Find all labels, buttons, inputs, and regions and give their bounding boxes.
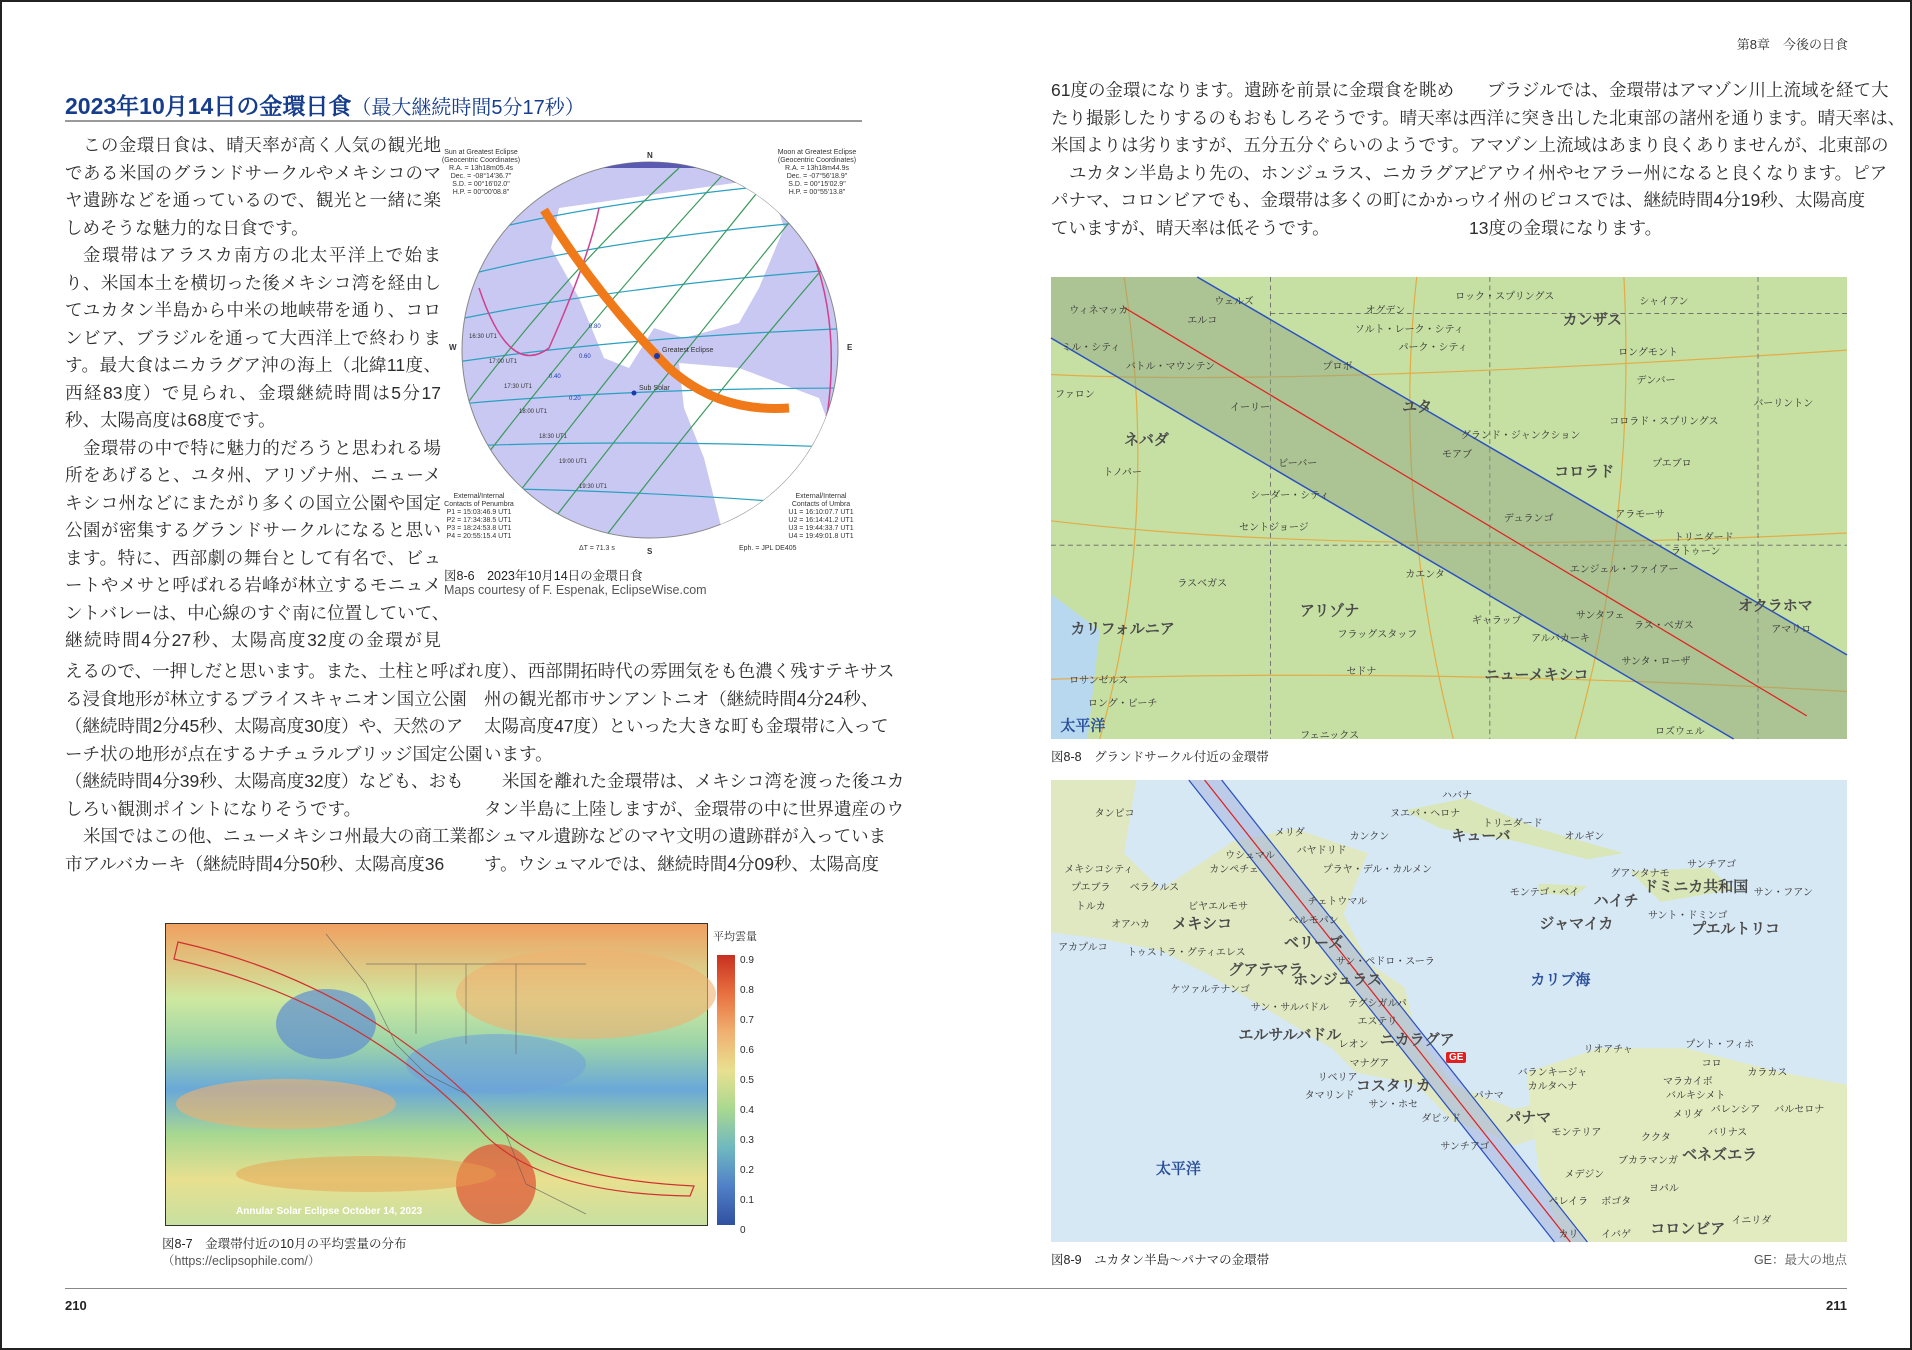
delta-t-label: ΔT = 71.3 s [579,545,615,552]
text-line: 度）、西部開拓時代の雰囲気をも色濃く残すテキサス [484,661,895,681]
region-label: コロンビア [1650,1220,1726,1238]
city-label: カエンタ [1405,569,1445,581]
text-line: しめそうな魅力的な日食です。 [65,217,309,238]
text-line: 金環帯はアラスカ南方の北太平洋上で始ま [83,245,441,265]
city-label: バリナス [1707,1127,1748,1139]
text-line: 金環帯の中で特に魅力的だろうと思われる場 [83,437,441,458]
city-label: リオアチャ [1583,1044,1633,1056]
body-text-left-lower-b [484,658,905,878]
penumbra-info-line: P4 = 20:55:15.4 UT1 [446,533,512,540]
body-text-left-lower-a [65,658,485,878]
city-label: ソルト・レーク・シティ [1354,324,1464,336]
region-label: キューバ [1451,827,1511,845]
city-label: プエブラ [1071,882,1111,894]
colorbar-ticks [740,955,770,1236]
city-label: メキシコシティ [1064,864,1134,876]
text-line: ユカタン半島より先の、ホンジュラス、ニカラグア、 [1069,162,1487,183]
city-label: ウィネマッカ [1069,305,1129,317]
city-label: アルバカーキ [1530,633,1590,645]
text-line: す。ウシュマルでは、継続時間4分09秒、太陽高度 [484,853,879,874]
text-line: 米国を離れた金環帯は、メキシコ湾を渡った後ユカ [502,771,905,791]
city-label: トリニダード [1482,818,1543,830]
penumbra-info-line: Contacts of Penumbra [444,501,514,508]
magnitude-label: 0.40 [549,374,561,380]
sun-info-line: H.P. = 00°00'08.8" [452,189,510,196]
city-label: プエブロ [1652,458,1692,470]
region-label: オクラホマ [1738,597,1813,615]
magnitude-label: 0.60 [579,354,591,360]
city-label: サンタ・ローザ [1621,656,1691,668]
city-label: バランキージャ [1517,1067,1588,1079]
region-label: エルサルバドル [1238,1026,1342,1044]
city-label: グアンタナモ [1610,868,1670,880]
city-label: オアハカ [1111,919,1151,931]
city-label: マナグア [1349,1058,1390,1070]
text-line: 米国ではこの他、ニューメキシコ州最大の商工業都 [83,826,485,846]
city-label: バーリントン [1753,398,1814,410]
greatest-eclipse-label: Greatest Eclipse [662,347,714,354]
city-label: ボゴタ [1601,1196,1632,1208]
colorbar-tick: 0.4 [740,1105,754,1116]
city-label: デンバー [1636,375,1676,387]
umbra-info-line: External/Internal [795,493,847,500]
city-label: メデジン [1564,1169,1605,1181]
colorbar-tick: 0.8 [740,985,754,996]
text-line: たり撮影したりするのもおもしろそうです。晴天率は [1051,107,1470,128]
city-label: ククタ [1641,1132,1671,1144]
city-label: グランド・ジャンクション [1460,430,1581,442]
city-label: サン・ペドロ・スーラ [1335,956,1435,968]
time-label: 17:30 UT1 [504,384,533,390]
penumbra-info-line: External/Internal [453,493,505,500]
city-label: エルコ [1187,315,1218,327]
city-label: コロ [1701,1058,1722,1070]
city-label: トリニダード [1673,532,1734,544]
region-label: ドミニカ共和国 [1643,878,1749,896]
region-label: ベリーズ [1284,934,1344,952]
region-label: パナマ [1506,1109,1552,1127]
text-line: 西経83度）で見られ、金環継続時間は5分17 [65,382,441,403]
text-line: 秒、太陽高度は68度です。 [65,410,276,430]
text-line: しろい観測ポイントになりそうです。 [65,798,362,819]
city-label: ロングモント [1618,347,1678,359]
text-line: り、米国本土を横切った後メキシコ湾を経由し [65,272,441,293]
city-label: サンタフェ [1575,610,1625,622]
text-line: ンビア、ブラジルを通って大西洋上で終わりま [65,327,441,348]
page-number-left: 210 [65,1298,87,1313]
text-line: ートやメサと呼ばれる岩峰が林立するモニュメ [65,575,441,595]
moon-info-line: Dec. = -07°56'18.9" [786,173,848,180]
city-label: カラカス [1747,1067,1788,1079]
text-line: 継続時間4分27秒、太陽高度32度の金環が見 [65,630,441,650]
section-title-sub: （最大継続時間5分17秒） [351,97,585,119]
region-label: メキシコ [1172,915,1233,933]
text-line: す。最大食はニカラグア沖の海上（北緯11度、 [65,355,441,375]
city-label: サンチアゴ [1440,1141,1490,1153]
city-label: ダビッド [1421,1113,1461,1125]
sub-solar-marker [632,391,637,396]
section-title [65,88,862,122]
text-line: ブラジルでは、金環帯はアマゾン川上流域を経て大 [1487,80,1889,100]
text-line: （継続時間4分39秒、太陽高度32度）なども、おも [65,771,464,791]
time-label: 19:00 UT1 [559,459,588,465]
figure-8-8-caption: 図8-8 グランドサークル付近の金環帯 [1051,750,1269,764]
city-label: モンテリア [1551,1127,1602,1139]
sea-label: カリブ海 [1530,971,1591,989]
time-label: 18:00 UT1 [519,409,548,415]
city-label: トゥストラ・グティエレス [1126,947,1246,959]
region-label: ネバダ [1124,431,1169,449]
text-line: パナマ、コロンビアでも、金環帯は多くの町にかかっ [1051,190,1471,210]
city-label: モアブ [1441,449,1472,461]
region-label: アリゾナ [1299,602,1360,620]
city-label: カルタヘナ [1527,1081,1578,1093]
city-label: オグデン [1365,305,1406,317]
region-label: ジャマイカ [1539,915,1614,933]
city-label: アマリロ [1771,624,1812,636]
city-label: ヨパル [1648,1183,1679,1195]
city-label: イーリー [1230,402,1270,414]
colorbar-tick: 0.1 [740,1195,754,1206]
city-label: プント・フィホ [1685,1039,1755,1051]
city-label: バルキシメト [1665,1090,1726,1102]
running-header: 第8章 今後の日食 [1736,37,1848,52]
figure-8-7-cloud-map [165,923,708,1226]
city-label: タンピコ [1094,808,1135,820]
city-label: デュランゴ [1503,513,1554,525]
city-label: ラトゥーン [1670,546,1721,558]
section-title-main: 2023年10月14日の金環日食 [65,93,352,119]
text-line: である米国のグランドサークルやメキシコのマ [65,162,441,183]
figure-8-7-source: （https://eclipsophile.com/） [162,1254,321,1268]
region-label: プエルトリコ [1691,920,1781,938]
text-line: 公園が密集するグランドサークルになると思い [65,520,441,540]
north-label: N [647,151,653,160]
text-line: 太陽高度47度）といった大きな町も金環帯に入って [484,716,889,736]
city-label: レオン [1338,1039,1369,1051]
city-label: ペレイラ [1548,1196,1589,1208]
city-label: イニリダ [1731,1215,1772,1227]
text-line: ウイ州のピコスでは、継続時間4分19秒、太陽高度 [1469,190,1866,210]
city-label: サント・ドミンゴ [1648,910,1728,922]
city-label: エンジェル・ファイアー [1569,564,1679,576]
time-label: 17:00 UT1 [489,359,518,365]
center-line [1124,307,1807,715]
magnitude-label: 0.80 [589,324,601,330]
text-line: ていますが、晴天率は低そうです。 [1051,217,1330,238]
body-text-right-b [1469,77,1906,242]
city-label: セドナ [1346,666,1377,678]
city-label: メリダ [1274,827,1305,839]
city-label: ロズウェル [1655,726,1705,738]
colorbar-tick: 0.3 [740,1135,754,1146]
city-label: カンペチェ [1209,864,1259,876]
figure-8-9-caption: 図8-9 ユカタン半島〜パナマの金環帯 [1051,1253,1270,1267]
umbra-info-line: U3 = 19:44:33.7 UT1 [788,525,854,532]
text-line: ヤ遺跡などを通っているので、観光と一緒に楽 [65,190,441,210]
text-line: シュマル遺跡などのマヤ文明の遺跡群が入っていま [484,826,887,846]
region-label: カンザス [1562,311,1622,329]
region-label: カリフォルニア [1070,620,1175,638]
city-label: ロング・ビーチ [1087,698,1158,710]
umbra-info-line: U4 = 19:49:01.8 UT1 [788,533,854,540]
region-label: ホンジュラス [1293,971,1382,989]
city-label: バトル・マウンテン [1125,361,1216,373]
city-label: ビーバー [1278,458,1318,470]
figure-8-6-caption: 図8-6 2023年10月14日の金環日食 [444,569,643,583]
city-label: エステリ [1357,1016,1398,1028]
moon-info-line: S.D. = 00°15'02.9" [788,181,846,188]
text-line: てユカタン半島から中米の地峡帯を通り、コロ [65,300,441,320]
moon-info-line: R.A. = 13h18m44.9s [784,165,850,172]
colorbar-tick: 0.5 [740,1075,754,1086]
text-line: えるので、一押しだと思います。また、土柱と呼ばれ [65,661,484,681]
city-label: ラス・ベガス [1634,620,1694,631]
text-line: る浸食地形が林立するブライスキャニオン国立公園 [65,688,467,709]
city-label: ロサンゼルス [1069,675,1129,687]
body-text-right-a [1051,77,1487,242]
colorbar [717,955,735,1225]
city-label: ウェルズ [1214,296,1254,308]
text-line: この金環日食は、晴天率が高く人気の観光地 [83,135,441,155]
figure-8-6-globe-map [439,138,861,562]
city-label: ラスベガス [1177,578,1228,590]
city-label: サン・サルバドル [1250,1002,1329,1014]
city-label: プラヤ・デル・カルメン [1322,864,1432,876]
city-label: ハバナ [1441,790,1472,802]
text-line: ーチ状の地形が点在するナチュラルブリッジ国定公園 [65,743,483,764]
sun-info-line: R.A. = 13h18m05.4s [448,165,514,172]
city-label: カンクン [1349,831,1390,843]
city-label: メリダ [1672,1109,1703,1121]
south-label: S [647,547,653,556]
colorbar-tick: 0 [740,1225,746,1236]
city-label: ギャラップ [1471,615,1522,627]
figure-8-7-caption: 図8-7 金環帯付近の10月の平均雲量の分布 [162,1237,407,1251]
sea-label: 太平洋 [1060,717,1106,735]
region-label: ユタ [1402,398,1433,416]
text-line: アマゾン上流域はあまり良くありませんが、北東部の [1469,135,1889,155]
text-line: 所をあげると、ユタ州、アリゾナ州、ニューメ [65,465,441,485]
city-label: フェニックス [1300,730,1360,742]
city-label: オルギン [1564,831,1605,843]
eph-label: Eph. = JPL DE405 [739,545,797,552]
city-label: アカプルコ [1058,942,1108,954]
city-label: パナマ [1473,1090,1504,1102]
city-label: カリ [1558,1229,1579,1241]
city-label: ケツァルテナンゴ [1170,984,1250,996]
time-label: 18:30 UT1 [539,434,568,440]
greatest-eclipse-marker: GE [1446,1052,1466,1063]
city-label: コロラド・スプリングス [1609,416,1719,428]
footer-rule [65,1288,1847,1289]
city-label: ウシュマル [1225,850,1275,862]
text-line: います。 [484,743,553,764]
city-label: サンチアゴ [1687,859,1737,871]
page-number-right: 211 [1826,1298,1847,1313]
penumbra-info-line: P2 = 17:34:38.5 UT1 [446,517,512,524]
region-label: グアテマラ [1228,961,1304,979]
sea-label: 太平洋 [1155,1160,1201,1178]
city-label: ミル・シティ [1061,342,1121,354]
text-line: 米国よりは劣りますが、五分五分ぐらいのようです。 [1051,135,1470,155]
city-label: サン・ホセ [1368,1099,1419,1111]
city-label: テグシガルパ [1347,998,1407,1010]
colorbar-tick: 0.9 [740,955,754,966]
text-line: ントバレーは、中心線のすぐ南に位置していて、 [65,602,450,623]
text-line: ます。特に、西部劇の舞台として有名で、ビュ [65,547,441,568]
region-label: コスタリカ [1355,1077,1431,1095]
city-label: タマリンド [1304,1090,1355,1102]
region-label: ニューメキシコ [1484,666,1589,684]
text-line: 61度の金環になります。遺跡を前景に金環食を眺め [1051,80,1455,100]
region-label: ベネズエラ [1682,1146,1758,1164]
body-text-left-upper [65,132,450,655]
city-label: プロボ [1322,361,1353,373]
umbra-info-line: U2 = 16:14:41.2 UT1 [788,517,854,524]
sun-info-line: S.D. = 00°16'02.0" [452,181,510,188]
umbra-info-line: U1 = 16:10:07.7 UT1 [788,509,854,516]
moon-info-line: (Geocentric Coordinates) [777,157,857,164]
magnitude-label: 0.20 [569,396,581,402]
penumbra-info-line: P1 = 15:03:46.9 UT1 [446,509,512,516]
moon-info-line: H.P. = 00°55'13.8" [788,189,846,196]
greatest-eclipse-marker [654,353,660,359]
sun-info-line: Dec. = -08°14'36.7" [450,173,512,180]
text-line: （継続時間2分45秒、太陽高度30度）や、天然のア [65,716,464,736]
sub-solar-label: Sub Solar [639,385,670,392]
city-label: シャイアン [1639,296,1689,308]
city-label: ベラクルス [1129,882,1180,894]
text-line: キシコ州などにまたがり多くの国立公園や国定 [65,492,441,513]
region-label: ハイチ [1593,892,1639,910]
figure-8-9-note: GE：最大の地点 [1753,1253,1847,1267]
text-line: 西洋に突き出した北東部の諸州を通ります。晴天率は、 [1469,107,1906,128]
text-line: 州の観光都市サンアントニオ（継続時間4分24秒、 [484,688,879,709]
colorbar-tick: 0.6 [740,1045,754,1056]
city-label: チェトウマル [1307,896,1368,908]
city-label: ヌエバ・ヘロナ [1390,808,1461,820]
moon-info-line: Moon at Greatest Eclipse [777,149,857,156]
sun-info-line: (Geocentric Coordinates) [441,157,521,164]
figure-8-6-credit: Maps courtesy of F. Espenak, EclipseWise.com [444,583,707,597]
city-label: ビヤエルモサ [1188,901,1249,913]
city-label: ブカラマンガ [1618,1155,1678,1167]
city-label: ファロン [1054,389,1095,400]
region-label: コロラド [1554,463,1615,481]
colorbar-tick: 0.2 [740,1165,754,1176]
city-label: バヤドリド [1296,845,1347,857]
city-label: ベルモパン [1288,915,1339,927]
text-line: 13度の金環になります。 [1469,217,1663,238]
colorbar-title: 平均雲量 [713,931,757,943]
west-label: W [449,343,457,352]
city-label: パーク・シティ [1398,342,1468,354]
umbra-info-line: Contacts of Umbra [791,501,851,508]
city-label: シーダー・シティ [1250,490,1330,502]
city-label: ロック・スプリングス [1455,291,1555,303]
city-label: イバゲ [1601,1229,1632,1241]
city-label: マラカイボ [1662,1076,1713,1088]
city-label: モンテゴ・ベイ [1509,887,1580,899]
city-label: トノパー [1103,467,1142,479]
east-label: E [847,343,853,352]
text-line: 市アルバカーキ（継続時間4分50秒、太陽高度36 [65,853,445,874]
city-label: リベリア [1317,1072,1358,1084]
time-label: 16:30 UT1 [469,334,498,340]
city-label: バルセロナ [1774,1104,1825,1116]
city-label: サン・フアン [1753,887,1813,899]
penumbra-info-line: P3 = 18:24:53.8 UT1 [446,525,512,532]
cloud-map-title: Annular Solar Eclipse October 14, 2023 [236,1206,423,1217]
text-line: タン半島に上陸しますが、金環帯の中に世界遺産のウ [484,798,904,819]
region-label: ニカラグア [1379,1031,1455,1049]
text-line: ピアウイ州やセアラー州になると良くなります。ピア [1469,162,1888,183]
city-label: トルカ [1075,901,1106,913]
figure-8-8-grand-circle-map [1051,277,1847,742]
time-label: 19:30 UT1 [579,484,608,490]
city-label: バレンシア [1710,1104,1761,1116]
city-label: フラッグスタッフ [1337,629,1418,641]
colorbar-tick: 0.7 [740,1015,754,1026]
city-label: セントジョージ [1239,522,1309,534]
sun-info-line: Sun at Greatest Eclipse [444,149,518,156]
figure-8-9-yucatan-panama-map [1051,780,1847,1242]
city-label: アラモーサ [1615,509,1665,521]
